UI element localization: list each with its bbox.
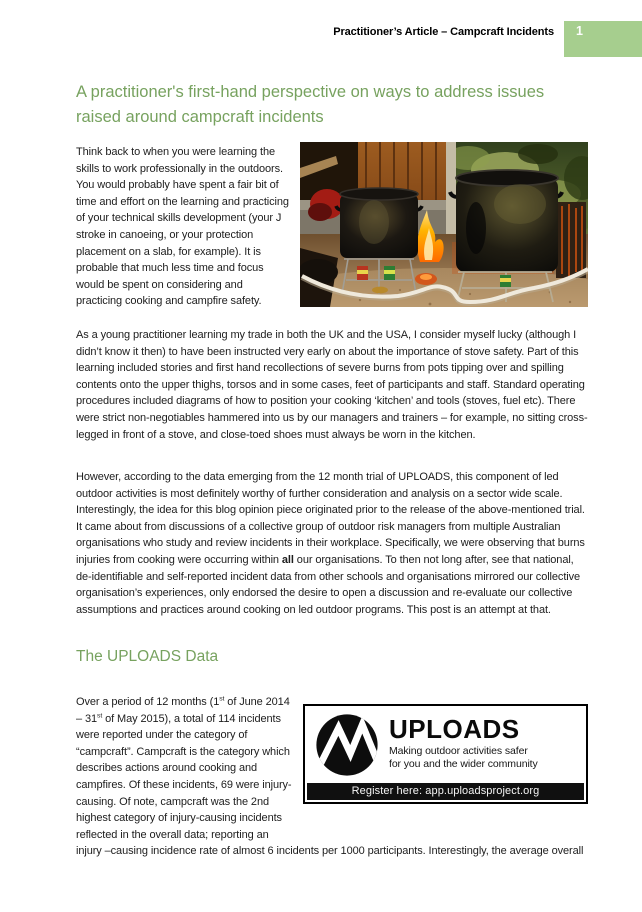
uploads-tagline-line2: for you and the wider community (389, 758, 538, 770)
section-heading-uploads-data: The UPLOADS Data (76, 648, 219, 665)
campfire-photo-illustration (300, 142, 588, 307)
paragraph-training: As a young practitioner learning my trade in both the UK and the USA, I consider myself lucky (although I didn’t know it then) to have been instructed very early on about the importance of stove safety. Part of this learning included stories and first hand recollections of severe burns from pots tipping over and spilling contents onto the upper thighs, torsos and in some cases, feet of participants and staff. Standard operating procedures included diagrams of how to position your cooking ‘kitchen’ and tools (stoves, fuel etc). There were strict non-negotiables hammered into us by our managers and trainers – for example, no sitting cross-legged in front of a stove, and close-toed shoes must always be worn in the kitchen. (76, 329, 588, 441)
campfire-cooking-photo (300, 142, 588, 307)
paragraph-uploads-trial: However, according to the data emerging from the 12 month trial of UPLOADS, this component of led outdoor activities is most definitely worthy of further consideration and analysis on a sector wide scale. Interestingly, the idea for this blog opinion piece originated prior to the release of the above-mentioned trial. It came about from discussions of a collective group of outdoor risk managers from multiple Australian organisations who study and review incidents in their workplace. Specifically, we were observing that burns injuries from cooking were occurring within all our organisations. To then not long after, see that national, de-identifiable and self-reported incident data from other schools and organisations mirrored our collective organisation’s experiences, only endorsed the desire to open a discussion and re-evaluate our collective assumptions and practices around cooking on led outdoor programs. This post is an attempt at that. (76, 471, 585, 616)
uploads-register-bar: Register here: app.uploadsproject.org (307, 783, 584, 800)
uploads-logo-box (303, 704, 588, 804)
paragraph-intro-text: Think back to when you were learning the skills to work professionally in the outdoors. You would probably have spent a fair bit of time and effort on the learning and practicing of your technical skills development (your J stroke in canoeing, or your protection placement on a slab, for example). It is probable that much less time and focus would be spent on considering and practicing cooking and campfire safety. (76, 146, 289, 308)
uploads-mountain-logo-icon (313, 711, 381, 779)
uploads-tagline-line1: Making outdoor activities safer (389, 745, 528, 757)
article-title: A practitioner's first-hand perspective on ways to address issues raised around campcraft incidents (76, 83, 545, 126)
paragraph-uploads-data-text: Over a period of 12 months (1st of June 2014 – 31st of May 2015), a total of 114 incidents were reported under the category of “campcraft”. Campcraft is the category which describes actions around cooking and campfires. Of these incidents, 69 were injury-causing. Of note, campcraft was the 2nd highest category of injury-causing incidents reflected in the overall data; reporting an injury –causing incidence rate of almost 6 incidents per 1000 participants. Interestingly, the average overall (76, 695, 584, 858)
paragraph-intro (76, 144, 588, 313)
page-header-title: Practitioner’s Article – Campcraft Incidents (333, 26, 554, 38)
paragraph-uploads-data (76, 694, 588, 860)
uploads-tagline (389, 745, 538, 771)
page-number: 1 (576, 24, 583, 38)
uploads-logo-top (305, 706, 586, 779)
uploads-brand-name: UPLOADS (389, 714, 520, 744)
uploads-logo-text (381, 711, 538, 771)
page-number-badge (564, 21, 642, 57)
